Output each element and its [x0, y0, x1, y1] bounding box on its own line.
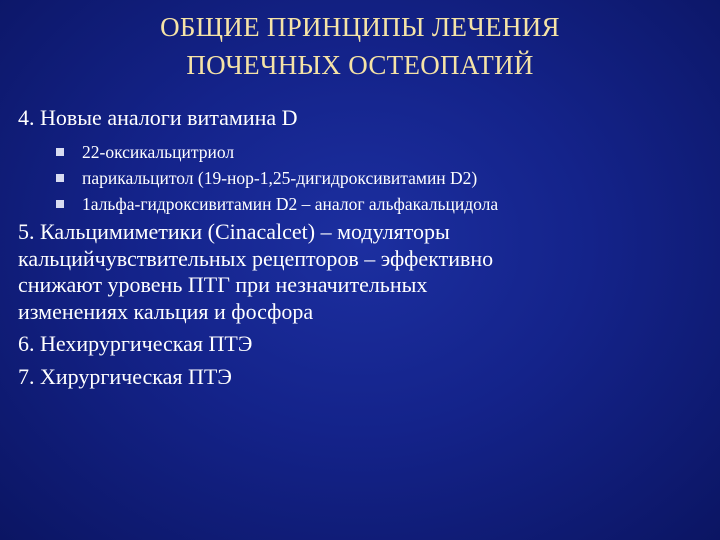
sublist-item [18, 139, 708, 165]
slide-title-line-1: ОБЩИЕ ПРИНЦИПЫ ЛЕЧЕНИЯ [160, 12, 560, 42]
slide-body [18, 104, 708, 390]
list-item-7: 7. Хирургическая ПТЭ [18, 363, 232, 389]
sublist-item-text: 1альфа-гидроксивитамин D2 – аналог альфакальцидола [82, 194, 499, 214]
list-item-5-line-3: снижают уровень ПТГ при незначительных [18, 272, 428, 297]
list-item-5-line-2: кальцийчувствительных рецепторов – эффективно [18, 245, 494, 271]
list-item-5-line-1: 5. Кальцимиметики (Cinacalcet) – модуляторы [18, 219, 450, 244]
list-item-5-line-4: изменениях кальция и фосфора [18, 298, 314, 324]
sublist-item [18, 165, 708, 191]
sublist-item-text: парикальцитол (19-нор-1,25-дигидроксивитамин D2) [82, 168, 478, 188]
sublist-vitamin-d-analogs [18, 139, 708, 217]
list-item-5 [18, 219, 708, 325]
square-bullet-icon [56, 174, 64, 182]
list-item-4: 4. Новые аналоги витамина D [18, 105, 298, 130]
square-bullet-icon [56, 200, 64, 208]
sublist-item-text: 22-оксикальцитриол [82, 142, 235, 162]
slide-title [0, 8, 720, 84]
slide-title-line-2: ПОЧЕЧНЫХ ОСТЕОПАТИЙ [186, 50, 534, 80]
square-bullet-icon [56, 148, 64, 156]
sublist-item [18, 191, 708, 217]
list-item-6: 6. Нехирургическая ПТЭ [18, 331, 253, 356]
